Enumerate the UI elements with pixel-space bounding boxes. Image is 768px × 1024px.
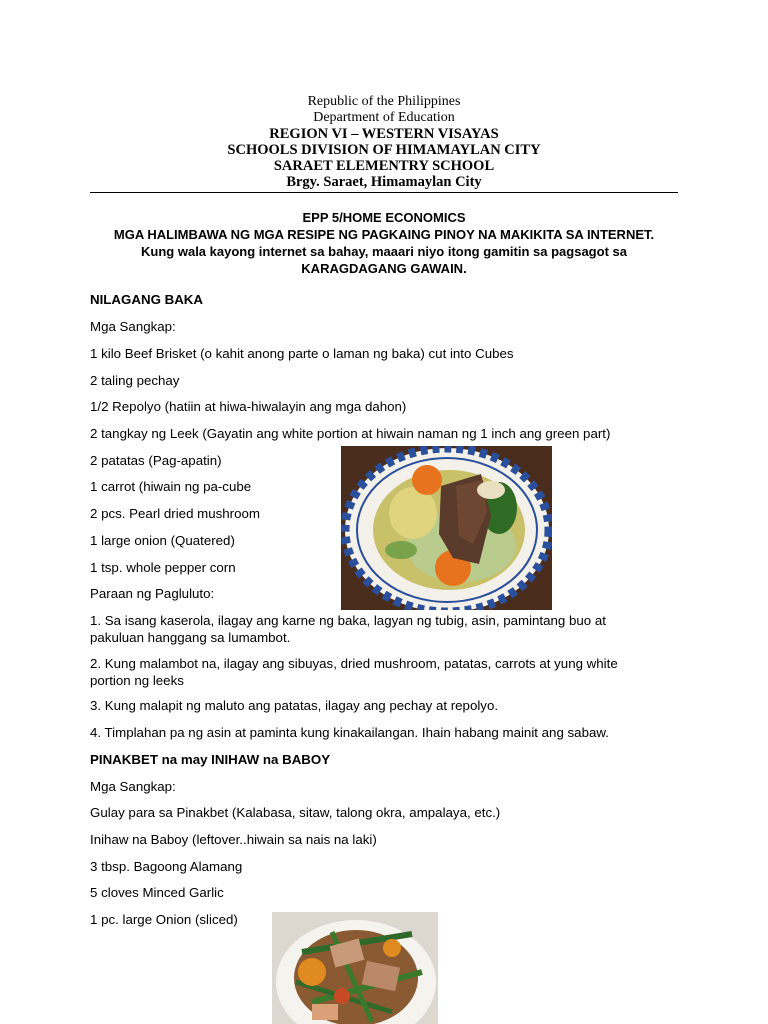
method-step: 1. Sa isang kaserola, ilagay ang karne ng baka, lagyan ng tubig, asin, pamintang buo at pakuluan hanggang sa lumambot. [90,613,606,645]
division-line: SCHOOLS DIVISION OF HIMAMAYLAN CITY [227,142,541,158]
recipe1-title: NILAGANG BAKA [90,292,204,307]
title-line: MGA HALIMBAWA NG MGA RESIPE NG PAGKAING PINOY NA MAKIKITA SA INTERNET. [113,227,655,242]
department-line: Department of Education [313,110,455,125]
address-line: Brgy. Saraet, Himamaylan City [286,174,482,190]
ingredient-item: 2 patatas (Pag-apatin) [90,453,222,468]
method-step: 2. Kung malambot na, ilagay ang sibuyas, dried mushroom, patatas, carrots at yung white portion ng leeks [90,656,618,688]
ingredient-item: 2 taling pechay [90,373,180,388]
ingredient-item: 5 cloves Minced Garlic [90,885,224,900]
document-heading [90,209,678,277]
ingredient-item: 1 tsp. whole pepper corn [90,560,236,575]
ingredient-item: 1 large onion (Quatered) [90,533,235,548]
note-line-1: Kung wala kayong internet sa bahay, maaari niyo itong gamitin sa pagsagot sa [141,244,627,259]
ingredient-item: 1 carrot (hiwain ng pa-cube [90,479,252,494]
ingredient-item: 1 pc. large Onion (sliced) [90,912,238,927]
recipe1-method-label: Paraan ng Pagluluto: [90,586,215,601]
pinakbet-photo [272,912,438,1024]
subject-line: EPP 5/HOME ECONOMICS [302,210,466,225]
soup-bowl-illustration [341,446,552,610]
recipe2-ingredients-label: Mga Sangkap: [90,779,176,794]
ingredient-item: Gulay para sa Pinakbet (Kalabasa, sitaw, talong okra, ampalaya, etc.) [90,805,501,820]
pinakbet-dish-illustration [272,912,438,1024]
ingredient-item: Inihaw na Baboy (leftover..hiwain sa nais na laki) [90,832,377,847]
region-line: REGION VI – WESTERN VISAYAS [269,126,499,142]
ingredient-item: 3 tbsp. Bagoong Alamang [90,859,243,874]
republic-line: Republic of the Philippines [307,94,461,109]
ingredient-item: 2 tangkay ng Leek (Gayatin ang white portion at hiwain naman ng 1 inch ang green part) [90,426,611,441]
ingredient-item: 1 kilo Beef Brisket (o kahit anong parte o laman ng baka) cut into Cubes [90,346,514,361]
method-step: 4. Timplahan pa ng asin at paminta kung kinakailangan. Ihain habang mainit ang sabaw. [90,725,609,740]
ingredient-item: 2 pcs. Pearl dried mushroom [90,506,260,521]
school-line: SARAET ELEMENTRY SCHOOL [273,158,495,174]
recipe1-ingredients-label: Mga Sangkap: [90,319,176,334]
letterhead [90,94,678,190]
recipe2-title: PINAKBET na may INIHAW na BABOY [90,752,331,767]
method-step: 3. Kung malapit ng maluto ang patatas, ilagay ang pechay at repolyo. [90,698,499,713]
letterhead-divider [90,192,678,193]
note-line-2: KARAGDAGANG GAWAIN. [301,261,467,276]
nilagang-baka-photo [341,446,552,610]
ingredient-item: 1/2 Repolyo (hatiin at hiwa-hiwalayin ang mga dahon) [90,399,407,414]
